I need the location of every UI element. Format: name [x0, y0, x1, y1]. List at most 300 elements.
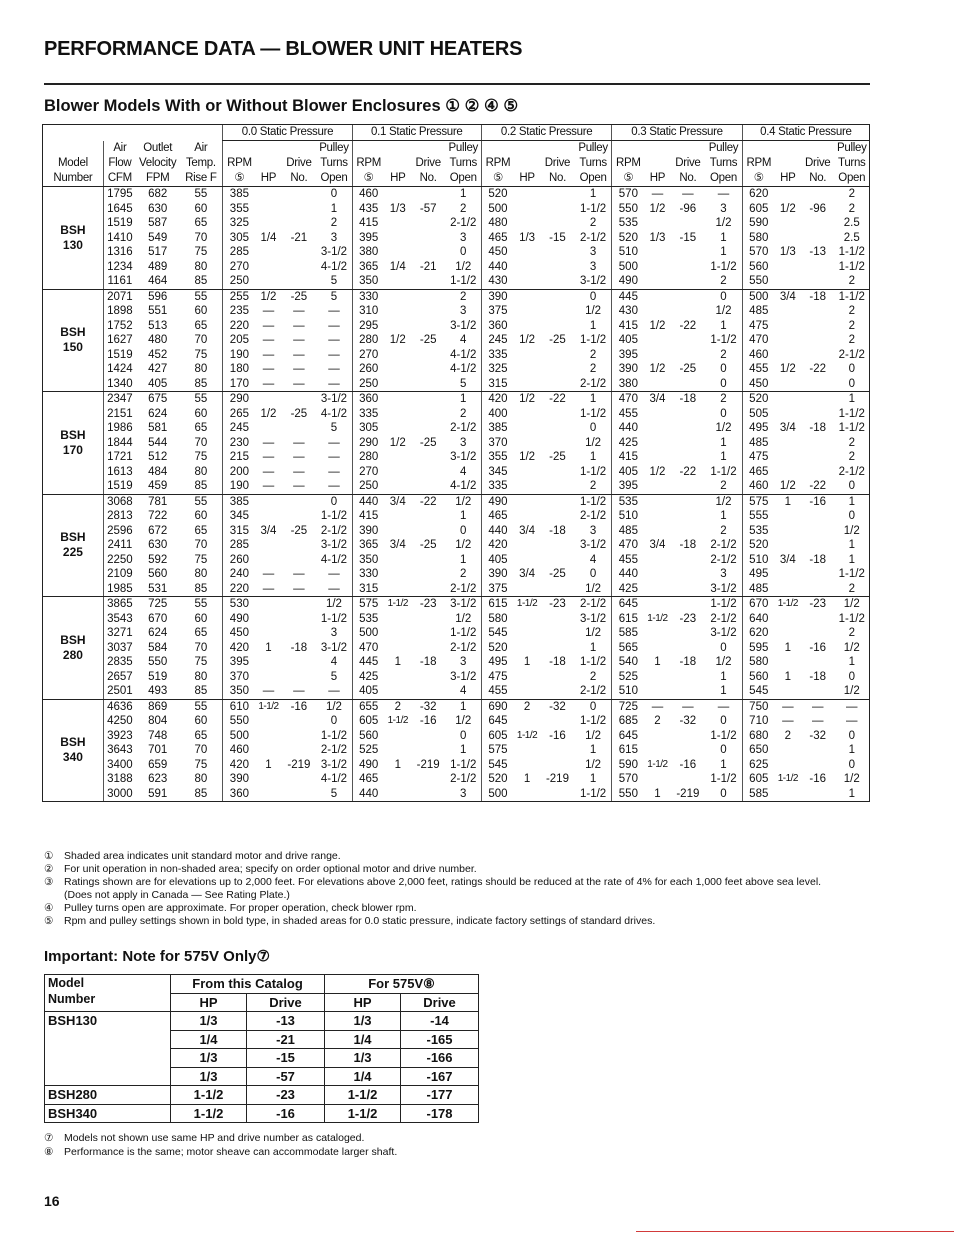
- table-cell: 1-1/2: [710, 729, 737, 742]
- table-cell: 1-1/2: [835, 421, 870, 436]
- table-cell: 325: [223, 216, 256, 231]
- table-cell: [801, 509, 835, 524]
- table-cell: [540, 260, 575, 275]
- table-cell: 500: [223, 729, 256, 744]
- table-cell: 0: [720, 641, 727, 654]
- table-cell: —: [328, 568, 340, 580]
- table-cell: 245: [223, 421, 256, 436]
- catalog-drive-header: Drive: [247, 993, 325, 1012]
- table-cell: 3: [460, 231, 467, 244]
- table-cell: [540, 641, 575, 656]
- hp-header: HP: [775, 141, 801, 187]
- table-cell: 70: [194, 334, 208, 346]
- table-cell: 520: [481, 187, 514, 202]
- table-cell: 270: [352, 465, 385, 480]
- table-cell: [644, 289, 670, 304]
- table-cell: 1/2: [260, 290, 277, 303]
- table-cell: 645: [612, 729, 645, 744]
- table-cell: 560: [352, 729, 385, 744]
- table-cell: [514, 684, 540, 699]
- table-row: [43, 260, 870, 275]
- table-cell: [514, 348, 540, 363]
- table-cell: 1-1/2: [835, 612, 870, 627]
- table-cell: 590: [742, 216, 775, 231]
- table-cell: 485: [612, 524, 645, 539]
- table-cell: —: [811, 700, 824, 713]
- table-cell: -32: [549, 700, 566, 713]
- table-cell: 315: [481, 377, 514, 392]
- table-cell: [644, 743, 670, 758]
- table-cell: [801, 377, 835, 392]
- table-cell: [775, 567, 801, 582]
- table-cell: [644, 772, 670, 787]
- table-cell: 2: [654, 715, 661, 727]
- footnote-marker: ②: [44, 863, 54, 875]
- table-cell: 190: [223, 348, 256, 363]
- table-cell: 260: [352, 362, 385, 377]
- table-cell: 1/2: [519, 334, 536, 346]
- table-cell: 245: [481, 333, 514, 348]
- table-cell: 2.5: [835, 231, 870, 246]
- model-cell: BSH130: [45, 1012, 171, 1086]
- table-cell: 4: [589, 553, 597, 566]
- model-cell: BSH 150: [43, 289, 104, 392]
- footnote-text: Shaded area indicates unit standard motor and drive range.: [64, 850, 341, 862]
- table-cell: 465: [352, 772, 385, 787]
- table-cell: 580: [481, 612, 514, 627]
- table-cell: 235: [223, 304, 256, 319]
- table-cell: [644, 684, 670, 699]
- table-cell: —: [782, 700, 794, 713]
- table-cell: [255, 274, 281, 289]
- table-cell: [514, 289, 540, 304]
- table-cell: [775, 216, 801, 231]
- 575v-hp-header: HP: [325, 993, 401, 1012]
- table-cell: -25: [679, 363, 697, 375]
- table-cell: 2: [460, 407, 467, 420]
- table-cell: [411, 407, 446, 422]
- table-cell: [670, 304, 705, 319]
- table-cell: 748: [148, 729, 168, 742]
- table-cell: -25: [290, 524, 308, 537]
- table-cell: 2151: [103, 407, 136, 422]
- table-cell: 659: [148, 758, 168, 771]
- table-cell: [644, 377, 670, 392]
- table-cell: 560: [742, 670, 775, 685]
- table-cell: 250: [223, 274, 256, 289]
- table-cell: -15: [679, 231, 697, 244]
- table-cell: 360: [481, 319, 514, 334]
- table-cell: 3-1/2: [320, 641, 348, 654]
- table-cell: [670, 289, 705, 304]
- table-cell: [514, 304, 540, 319]
- table-cell: 525: [612, 670, 645, 685]
- table-cell: [644, 494, 670, 509]
- table-cell: 290: [352, 436, 385, 451]
- table-cell: 510: [612, 245, 645, 260]
- table-cell: 475: [742, 450, 775, 465]
- table-cell: [385, 274, 411, 289]
- table-cell: [411, 289, 446, 304]
- table-cell: 55: [194, 290, 208, 303]
- table-cell: 455: [612, 553, 645, 568]
- table-cell: 1: [654, 656, 661, 668]
- table-cell: 4-1/2: [320, 260, 348, 273]
- table-cell: 1424: [103, 362, 136, 377]
- table-cell: —: [316, 377, 352, 392]
- table-cell: 1/4: [171, 1030, 247, 1049]
- table-cell: 1: [720, 231, 727, 244]
- table-cell: [644, 729, 670, 744]
- table-cell: [514, 509, 540, 524]
- table-cell: [775, 743, 801, 758]
- table-cell: —: [293, 363, 305, 375]
- hp-header: HP: [255, 141, 281, 187]
- table-cell: 1-1/2: [835, 567, 870, 582]
- table-cell: 450: [223, 626, 256, 641]
- table-cell: —: [262, 319, 275, 332]
- title-rule: [44, 83, 870, 85]
- table-cell: [801, 655, 835, 670]
- table-cell: 2: [460, 290, 467, 303]
- table-cell: —: [316, 582, 352, 597]
- table-cell: 2347: [103, 392, 136, 407]
- table-cell: 1-1/2: [516, 729, 538, 741]
- table-cell: [775, 538, 801, 553]
- table-cell: 672: [148, 524, 168, 537]
- table-cell: 430: [481, 274, 514, 289]
- table-cell: 1-1/2: [450, 758, 477, 771]
- table-cell: 4-1/2: [450, 363, 477, 375]
- table-cell: 605: [352, 714, 385, 729]
- table-cell: 1/2: [835, 641, 870, 656]
- table-cell: 575: [742, 494, 775, 509]
- table-cell: [540, 304, 575, 319]
- table-cell: —: [717, 188, 730, 200]
- rpm-header: RPM ⑤: [481, 141, 514, 187]
- table-cell: 545: [481, 626, 514, 641]
- table-cell: -18: [809, 422, 827, 434]
- table-cell: -219: [670, 787, 705, 802]
- model-cell: BSH 225: [43, 494, 104, 597]
- table-cell: 2-1/2: [710, 612, 737, 625]
- from-catalog-header: From this Catalog: [171, 975, 325, 994]
- table-cell: [540, 714, 575, 729]
- table-cell: 2: [784, 729, 792, 742]
- table-cell: 2: [589, 348, 597, 361]
- table-cell: —: [262, 436, 275, 449]
- table-cell: [644, 450, 670, 465]
- table-cell: [775, 612, 801, 627]
- table-cell: 2596: [103, 524, 136, 539]
- table-cell: 1234: [103, 260, 136, 275]
- table-cell: 2: [835, 436, 870, 451]
- table-cell: 1-1/2: [446, 274, 482, 289]
- table-cell: [540, 362, 575, 377]
- table-cell: —: [262, 348, 275, 361]
- table-cell: [540, 348, 575, 363]
- table-cell: -32: [679, 715, 697, 727]
- table-cell: 1-1/2: [579, 715, 607, 727]
- table-cell: 285: [223, 538, 256, 553]
- table-cell: [385, 772, 411, 787]
- table-cell: 3: [589, 524, 597, 537]
- table-cell: 2: [835, 274, 870, 289]
- table-cell: -25: [290, 290, 308, 303]
- table-cell: 390: [223, 772, 256, 787]
- table-cell: -15: [247, 1049, 325, 1068]
- table-cell: [255, 787, 281, 802]
- table-cell: 1898: [103, 304, 136, 319]
- table-cell: 80: [194, 670, 208, 683]
- table-row: [43, 729, 870, 744]
- pulley-turns-header: Pulley Turns Open: [835, 141, 870, 187]
- table-cell: 480: [148, 334, 168, 346]
- table-cell: 250: [352, 377, 385, 392]
- table-cell: 3/4: [389, 495, 406, 508]
- table-cell: —: [293, 436, 305, 449]
- table-cell: 1627: [103, 333, 136, 348]
- table-cell: [514, 260, 540, 275]
- table-cell: 545: [481, 758, 514, 773]
- table-cell: 1/2: [325, 700, 342, 713]
- table-cell: [775, 465, 801, 480]
- table-cell: [801, 684, 835, 699]
- table-cell: [514, 479, 540, 494]
- table-cell: [411, 670, 446, 685]
- static-pressure-group-header: 0.3 Static Pressure: [612, 125, 742, 141]
- table-cell: 520: [742, 538, 775, 553]
- table-cell: [411, 553, 446, 568]
- table-cell: -15: [549, 231, 566, 244]
- table-cell: [255, 772, 281, 787]
- model-cell: BSH 340: [43, 699, 104, 802]
- table-cell: 3: [720, 202, 727, 215]
- table-cell: 2071: [103, 289, 136, 304]
- table-cell: 1-1/2: [710, 334, 737, 346]
- table-cell: 2: [720, 393, 727, 405]
- table-cell: 510: [612, 509, 645, 524]
- table-cell: 0: [720, 290, 727, 303]
- table-cell: 1/2: [455, 495, 472, 508]
- table-cell: 0: [835, 670, 870, 685]
- table-cell: -21: [247, 1030, 325, 1049]
- table-cell: 535: [612, 216, 645, 231]
- table-cell: [282, 509, 317, 524]
- table-cell: [775, 348, 801, 363]
- table-cell: [255, 655, 281, 670]
- table-cell: [282, 187, 317, 202]
- table-cell: 0: [460, 246, 467, 258]
- table-cell: 440: [481, 524, 514, 539]
- static-pressure-group-header: 0.0 Static Pressure: [223, 125, 352, 141]
- table-cell: 3/4: [260, 524, 277, 537]
- footnote-text: Pulley turns open are approximate. For proper operation, check blower rpm.: [64, 902, 417, 914]
- footnote-marker: ⑧: [44, 1146, 54, 1158]
- hp-header: HP: [644, 141, 670, 187]
- table-cell: 1: [835, 553, 870, 568]
- table-cell: 645: [481, 714, 514, 729]
- table-row: [43, 699, 870, 714]
- table-cell: 1/2: [455, 260, 472, 273]
- table-cell: 1-1/2: [320, 510, 348, 522]
- table-cell: 3/4: [779, 553, 796, 566]
- table-cell: 3-1/2: [705, 582, 742, 597]
- table-cell: 1-1/2: [320, 612, 348, 625]
- table-cell: 520: [481, 772, 514, 787]
- table-cell: 0: [705, 787, 742, 802]
- table-cell: [514, 582, 540, 597]
- table-cell: [282, 392, 317, 407]
- table-cell: 1: [784, 670, 792, 683]
- table-cell: -23: [419, 598, 437, 610]
- table-cell: 1/3: [171, 1067, 247, 1086]
- table-cell: 4: [460, 334, 467, 346]
- table-cell: -25: [419, 539, 437, 551]
- table-cell: [644, 348, 670, 363]
- table-cell: 1/2: [585, 627, 602, 639]
- table-cell: 1-1/2: [710, 465, 737, 478]
- table-cell: 3-1/2: [450, 319, 477, 332]
- table-cell: 1: [784, 641, 792, 654]
- table-cell: 1: [460, 700, 467, 713]
- rpm-header: RPM ⑤: [742, 141, 775, 187]
- table-cell: 869: [148, 700, 168, 713]
- table-cell: 485: [742, 304, 775, 319]
- table-cell: [540, 494, 575, 509]
- table-cell: [670, 509, 705, 524]
- table-cell: 1/2: [649, 202, 666, 215]
- table-cell: 530: [223, 597, 256, 612]
- table-row: [43, 348, 870, 363]
- table-cell: 513: [148, 319, 168, 332]
- table-cell: -18: [549, 656, 566, 668]
- table-cell: [385, 377, 411, 392]
- footnote-text: Models not shown use same HP and drive number as cataloged.: [64, 1132, 365, 1144]
- table-cell: [670, 626, 705, 641]
- table-cell: -32: [809, 729, 827, 742]
- table-cell: -18: [809, 553, 827, 566]
- table-cell: [282, 260, 317, 275]
- table-cell: -219: [416, 758, 440, 771]
- table-cell: 2: [460, 202, 467, 215]
- table-cell: 1/2: [775, 479, 801, 494]
- table-cell: 85: [179, 787, 222, 802]
- table-cell: 650: [742, 743, 775, 758]
- table-cell: -18: [290, 641, 308, 654]
- hp-header: HP: [514, 141, 540, 187]
- table-cell: [801, 465, 835, 480]
- table-cell: 596: [148, 290, 168, 303]
- table-cell: 4636: [103, 699, 136, 714]
- table-row: [43, 538, 870, 553]
- table-cell: 685: [612, 714, 645, 729]
- table-cell: [514, 758, 540, 773]
- table-cell: 1: [460, 188, 467, 200]
- table-cell: —: [328, 436, 340, 449]
- table-cell: [801, 450, 835, 465]
- table-cell: 255: [223, 289, 256, 304]
- table-cell: 60: [194, 305, 208, 317]
- table-row: [43, 626, 870, 641]
- table-cell: 1985: [103, 582, 136, 597]
- table-cell: 1: [720, 510, 727, 522]
- table-cell: 550: [612, 787, 645, 802]
- table-cell: 3: [460, 436, 467, 449]
- table-cell: 605: [481, 729, 514, 744]
- table-cell: 190: [223, 479, 256, 494]
- table-cell: —: [262, 305, 275, 317]
- 575v-drive-header: Drive: [401, 993, 479, 1012]
- table-cell: 390: [481, 289, 514, 304]
- table-cell: [801, 187, 835, 202]
- table-cell: 65: [194, 627, 208, 639]
- table-cell: [411, 216, 446, 231]
- table-cell: 60: [194, 715, 208, 727]
- model-number-header: Model Number: [45, 975, 171, 1012]
- page-number: 16: [44, 1193, 60, 1209]
- table-cell: 2250: [103, 553, 136, 568]
- table-cell: [411, 524, 446, 539]
- table-cell: 3: [589, 246, 597, 258]
- table-row: [43, 567, 870, 582]
- table-cell: [411, 567, 446, 582]
- table-cell: 3: [446, 787, 482, 802]
- table-cell: [540, 289, 575, 304]
- table-cell: 1-1/2: [258, 700, 279, 712]
- table-cell: 1: [460, 553, 467, 566]
- table-cell: 4-1/2: [320, 407, 348, 420]
- table-cell: 1/3: [325, 1012, 401, 1031]
- table-cell: [540, 319, 575, 334]
- footnote: [44, 915, 821, 928]
- table-cell: 1: [589, 319, 597, 332]
- table-cell: [514, 626, 540, 641]
- table-cell: 60: [194, 510, 208, 522]
- table-cell: 1645: [103, 202, 136, 217]
- table-cell: 1: [523, 656, 531, 668]
- footnote-marker: ③: [44, 876, 54, 888]
- table-cell: 0: [330, 715, 338, 727]
- table-cell: —: [651, 700, 664, 713]
- table-cell: 1/2: [260, 407, 277, 420]
- table-cell: 1/2: [779, 363, 796, 375]
- table-row: [43, 684, 870, 699]
- table-cell: 655: [352, 699, 385, 714]
- table-cell: 430: [612, 304, 645, 319]
- table-cell: 550: [612, 202, 645, 217]
- table-cell: 70: [194, 641, 208, 654]
- table-cell: 2-1/2: [575, 684, 612, 699]
- table-row: [43, 465, 870, 480]
- table-cell: 2: [835, 626, 870, 641]
- table-cell: [514, 714, 540, 729]
- table-cell: [670, 641, 705, 656]
- table-cell: [282, 216, 317, 231]
- table-cell: 2-1/2: [450, 641, 477, 654]
- table-cell: -32: [419, 700, 437, 713]
- table-cell: 555: [742, 509, 775, 524]
- table-cell: 1752: [103, 319, 136, 334]
- table-cell: 4-1/2: [450, 348, 477, 361]
- table-row: [45, 1086, 479, 1105]
- table-cell: [670, 597, 705, 612]
- table-cell: 280: [352, 333, 385, 348]
- table-cell: 580: [742, 231, 775, 246]
- table-cell: 1/2: [389, 436, 406, 449]
- table-cell: [411, 231, 446, 246]
- table-cell: -18: [679, 656, 697, 668]
